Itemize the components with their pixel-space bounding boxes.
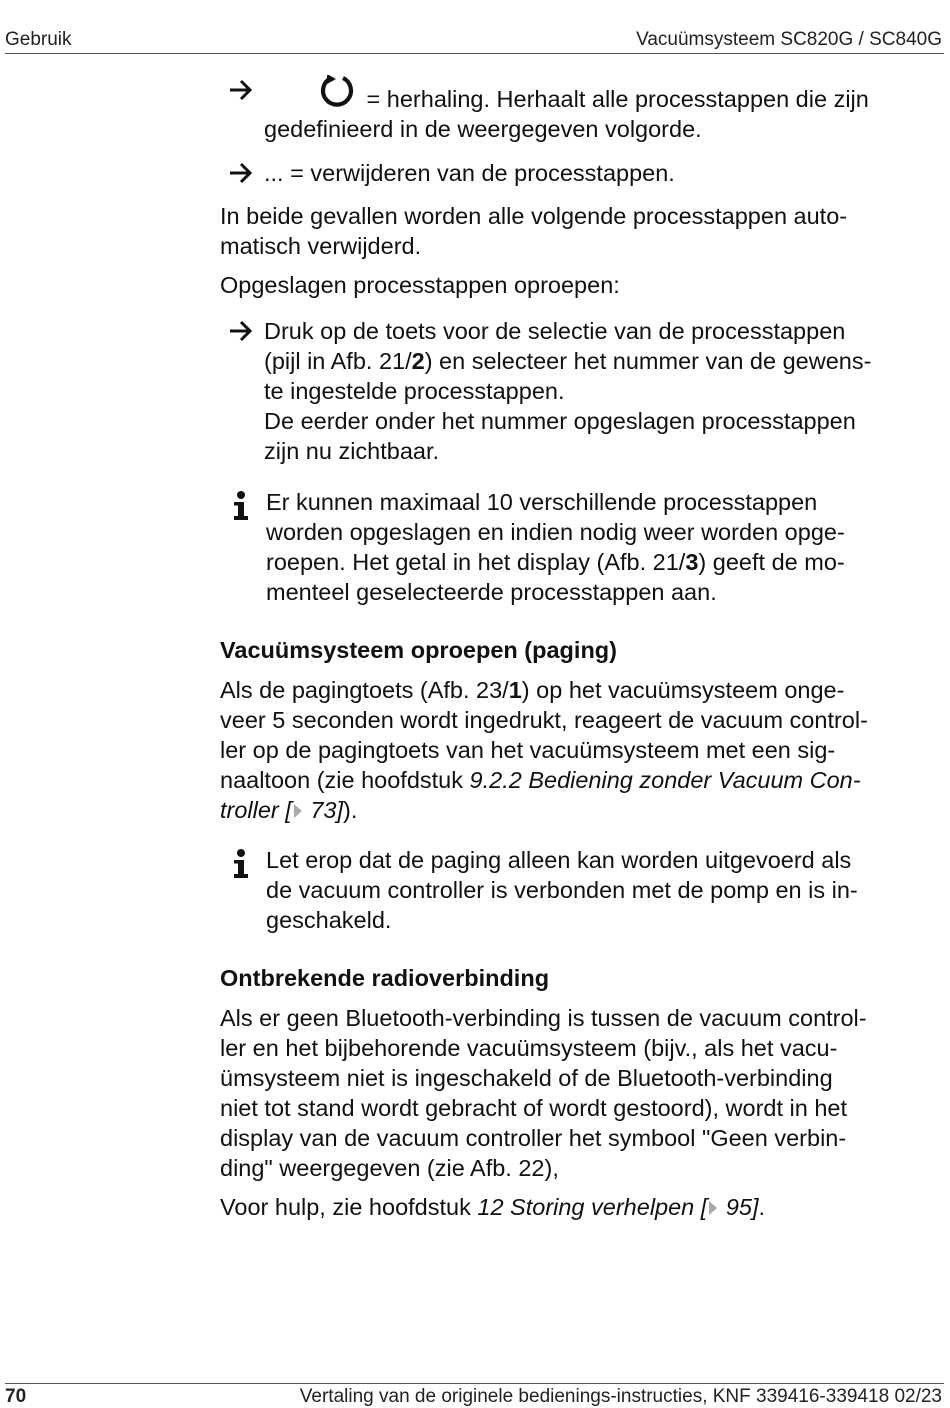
list-item-delete: ... = verwijderen van de processtappen. bbox=[220, 158, 932, 188]
page-reference-icon bbox=[292, 797, 304, 815]
paragraph-delete-info: In beide gevallen worden alle volgende processtappen auto- matisch verwijderd. bbox=[220, 203, 848, 259]
info-icon bbox=[232, 491, 250, 521]
header-document-title: Vacuümsysteem SC820G / SC840G bbox=[636, 29, 942, 50]
cross-reference-link[interactable]: 9.2.2 Bediening zonder Vacuum Con- bbox=[469, 767, 861, 793]
page-reference-icon bbox=[707, 1194, 719, 1212]
paragraph-radio-connection: Als er geen Bluetooth-verbinding is tussen de vacuum control- ler en het bijbehorende vacuümsysteem (bijv., als het vacu- ümsysteem niet is ingeschakeld of de Bluetooth-verbinding niet tot stand wordt gebracht of wordt gestoord), wordt in het display van de vacuum controller het symbool "Geen verbin- ding" weergegeven (zie Afb. 22), bbox=[220, 1005, 867, 1181]
paragraph-recall-intro: Opgeslagen processtappen oproepen: bbox=[220, 272, 620, 298]
page-reference-number[interactable]: 95] bbox=[719, 1194, 759, 1220]
header-divider bbox=[5, 53, 944, 54]
heading-radio-connection: Ontbrekende radioverbinding bbox=[220, 965, 550, 991]
list-item-repeat: = herhaling. Herhaalt alle processtappen die zijn gedefinieerd in de weergegeven volgorde. bbox=[220, 75, 932, 144]
cross-reference-link[interactable]: 12 Storing verhelpen [ bbox=[477, 1194, 708, 1220]
header-section-title: Gebruik bbox=[5, 29, 72, 50]
info-icon bbox=[232, 849, 250, 879]
page-reference-number[interactable]: 73] bbox=[303, 797, 344, 823]
heading-paging: Vacuümsysteem oproepen (paging) bbox=[220, 637, 617, 663]
info-note-paging: Let erop dat de paging alleen kan worden uitgevoerd als de vacuum controller is verbonden met de pomp en is in- geschakeld. bbox=[220, 845, 932, 935]
arrow-right-icon bbox=[228, 75, 256, 105]
page-number: 70 bbox=[5, 1386, 27, 1407]
refresh-icon bbox=[314, 75, 360, 111]
footer-divider bbox=[5, 1383, 944, 1384]
page-content bbox=[220, 75, 932, 1222]
list-item-recall-steps: Druk op de toets voor de selectie van de processtappen (pijl in Afb. 21/2) en selecteer het nummer van de gewens- te ingestelde processtappen. De eerder onder het nummer opgeslagen processtappen zijn nu zichtbaar. bbox=[220, 316, 932, 466]
paragraph-help: Voor hulp, zie hoofdstuk 12 Storing verhelpen [ 95]. bbox=[220, 1194, 766, 1220]
info-note-max-steps: Er kunnen maximaal 10 verschillende processtappen worden opgeslagen en indien nodig weer worden opge- roepen. Het getal in het display (Afb. 21/3) geeft de mo- menteel geselecteerde processtappen aan. bbox=[220, 487, 932, 607]
cross-reference-link[interactable]: troller [ bbox=[220, 797, 292, 823]
arrow-right-icon bbox=[228, 316, 256, 346]
paragraph-paging: Als de pagingtoets (Afb. 23/1) op het vacuümsysteem onge- veer 5 seconden wordt ingedrukt, reageert de vacuum control- ler op de pagingtoets van het vacuümsysteem met een sig- naaltoon (zie hoofdstuk 9.2.2 Bediening zonder Vacuum Con- troller [ 73]). bbox=[220, 677, 868, 823]
footer-document-info: Vertaling van de originele bedienings-instructies, KNF 339416-339418 02/23 bbox=[299, 1386, 942, 1407]
arrow-right-icon bbox=[228, 158, 256, 188]
